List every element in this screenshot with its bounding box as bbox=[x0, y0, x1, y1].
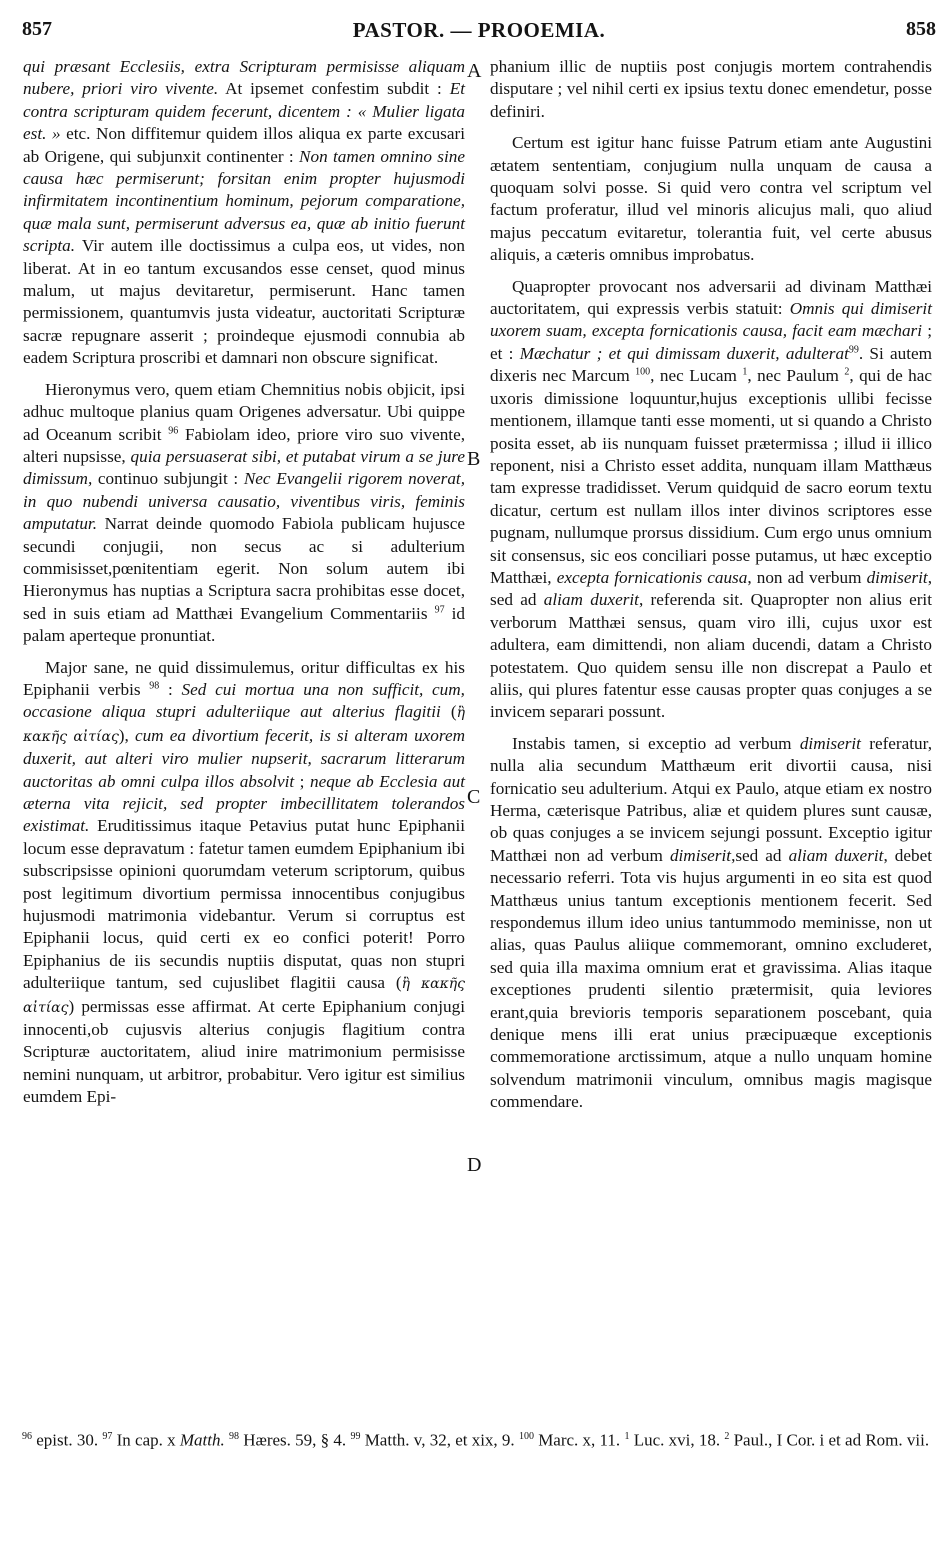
footnote-ref: 99 bbox=[848, 344, 859, 356]
greek-text: ἢ κακῆς αἰτίας bbox=[23, 705, 465, 745]
text-run: . Si autem dixeris nec Marcum bbox=[490, 343, 932, 386]
text-run: , nec Lucam bbox=[650, 366, 743, 386]
footnotes bbox=[22, 1426, 934, 1452]
footnote-ref: 1 bbox=[742, 366, 748, 378]
footnote-ref: 96 bbox=[22, 1431, 32, 1442]
text-run: Hæres. 59, § 4. bbox=[238, 1430, 351, 1450]
text-run: , referenda sit. Quapropter non alius erit verborum Matthæi sensus, quam viro illi, cujus uxor est adultera, eam dimittendi, non aliam ducendi, datam a Christo potestatem. Quo quidem sensu ille non discrepat a Paulo et aliis, qui plures fatentur esse causas propter quas conjuges a se invicem separari possunt. bbox=[490, 590, 932, 722]
italic-text: Omnis qui dimiserit uxorem suam, excepta fornicationis causa, facit eam mæchari bbox=[490, 299, 932, 341]
footnote-ref: 98 bbox=[149, 680, 160, 692]
italic-text: cum ea divortium fecerit, is si alteram uxorem duxerit, aut alteri viro mulier nupserit, sacrarum litterarum auctoritas ab omni culpa illos absolvit bbox=[23, 725, 465, 791]
text-run: ) permissas esse affirmat. At certe Epiphanium conjugi innocenti,ob cujusvis alterius conjugis flagitium contra Scripturæ auctoritatem, aliud inire matrimonium permisisse nemini nunquam, ut arbitror, probabitur. Vero igitur est similius eumdem Epi- bbox=[23, 996, 465, 1107]
right-column bbox=[490, 56, 932, 1123]
italic-text: dimiserit bbox=[866, 567, 928, 587]
text-run: continuo subjungit : bbox=[92, 469, 244, 489]
paragraph bbox=[23, 56, 465, 370]
text-run: , debet necessario referri. Tota vis hujus argumenti in eo sita est quod Matthæus unius tantum exceptionis mentionem fecerit. Sed respondemus illum ideo unius tantummodo meminisse, non ut alias, quas Paulus aliique commemorant, omnino excluderet, sed quia illa maxima omnium erat et gravissima. Alias itaque exceptiones prudenti silentio prætermisit, quia leviores erant,quia brevioris temporis separationem poscebant, quia denique mens illi erat unius præcipuæque exceptionis commemoratione arctissimum, atque a nullo unquam homine solvendum matrimonii vinculum, omnibus magis magisque commendare. bbox=[490, 845, 932, 1112]
text-run: Certum est igitur hanc fuisse Patrum etiam ante Augustini ætatem sententiam, conjugium nulla unquam de causa a quoquam solvi posse. Si quid vero contra vel scriptum vel factum proferatur, illud vel minoris alicujus mali, quo aliud majus peccatum evitaretur, tolerantia fuit, vel certe abusus aliquis, a cæteris omnibus improbatus. bbox=[490, 133, 932, 265]
paragraph bbox=[490, 733, 932, 1114]
text-run: Eruditissimus itaque Petavius putat hunc Epiphanii locum esse depravatum : fatetur tamen eumdem Epiphanium ibi subscripsisse opinioni quorumdam veterum scriptorum, quibus post legitimum divortium permissa innocentibus conjugibus hujusmodi matrimonia videbantur. Verum si corruptus est Epiphanii locus, quid certi ex eo confici poterit! Porro Epiphanius de iis secundis nuptiis disputat, quas non stupri adulteriique tantum, sed cujuslibet flagitii causa ( bbox=[23, 816, 465, 993]
text-run: , non ad verbum bbox=[747, 567, 867, 587]
text-run: Paul., I Cor. i et ad Rom. vii. bbox=[729, 1430, 930, 1450]
text-run: ), bbox=[118, 725, 135, 745]
page-header bbox=[22, 18, 936, 48]
italic-text: aliam duxerit bbox=[788, 845, 884, 865]
text-run: ; bbox=[294, 771, 310, 791]
text-run: Marc. x, 11. bbox=[533, 1430, 625, 1450]
text-run: , nec Paulum bbox=[747, 366, 845, 386]
text-run: Fabiolam ideo, priore viro suo vivente, alteri nupsisse, bbox=[23, 424, 465, 466]
text-run: In cap. x bbox=[112, 1430, 180, 1450]
paragraph bbox=[490, 132, 932, 266]
italic-text: dimiserit bbox=[799, 733, 861, 753]
left-column bbox=[23, 56, 465, 1118]
italic-text: qui præsant Ecclesiis, extra Scripturam permisisse aliquam nubere, priori viro vivente. bbox=[23, 57, 465, 99]
running-head: PASTOR. — PROOEMIA. bbox=[352, 18, 606, 42]
italic-text: neque ab Ecclesia aut æterna vita rejicit, sed propter imbecillitatem tolerandos existimat. bbox=[23, 771, 465, 836]
margin-marker-b: B bbox=[467, 448, 481, 470]
italic-text: Sed cui mortua una non sufficit, cum, occasione aliqua stupri adulteriique aut alterius flagitii bbox=[23, 679, 465, 722]
footnote-ref: 99 bbox=[350, 1431, 361, 1442]
italic-text: Non tamen omnino sine causa hæc permiserunt; forsitan enim propter hujusmodi infirmitatem incontinentium hominum, pejorum comparatione, quæ mala sunt, permiserunt adversus ea, quæ ab initio fuerunt scripta. bbox=[23, 146, 465, 256]
page-number-right: 858 bbox=[906, 18, 936, 40]
text-run: Major sane, ne quid dissimulemus, oritur difficultas ex his Epiphanii verbis bbox=[23, 657, 465, 699]
footnote-ref: 96 bbox=[168, 424, 179, 436]
margin-marker-c: C bbox=[467, 786, 481, 808]
text-run: ( bbox=[440, 702, 457, 722]
text-run: id palam aperteque pronuntiat. bbox=[23, 603, 465, 646]
text-run: , sed ad bbox=[490, 567, 932, 610]
italic-text: dimiserit bbox=[669, 845, 732, 865]
text-run: Instabis tamen, si exceptio ad verbum bbox=[512, 733, 800, 753]
footnote-ref: 98 bbox=[228, 1431, 239, 1442]
footnote-ref: 1 bbox=[624, 1431, 630, 1442]
text-run: referatur, nulla alia secundum Matthæum erit divortii causa, nisi fornicatio seu adulterium. Atqui ex Paulo, atque etiam ex nostro Herma, cæterisque Patribus, aliæ et quidem plures sunt causæ, ob quas conjuges a se invicem sejungi possunt. Exceptio igitur Matthæi non ad verbum bbox=[490, 733, 932, 865]
text-run: etc. Non diffitemur quidem illos aliqua ex parte excusari ab Origene, qui subjunxit continenter : bbox=[23, 124, 465, 166]
footnote-ref: 2 bbox=[844, 366, 850, 378]
paragraph bbox=[490, 276, 932, 724]
text-run: Hieronymus vero, quem etiam Chemnitius nobis objicit, ipsi adhuc multoque planius quam Origenes adversatur. Ubi quippe ad Oceanum scribit bbox=[23, 379, 465, 444]
footnote-ref: 97 bbox=[434, 604, 445, 616]
italic-text: Et contra scripturam quidem fecerunt, dicentem : « Mulier ligata est. » bbox=[23, 79, 465, 144]
italic-text: Nec Evangelii rigorem noverat, in quo nubendi universa causatio, viventibus viris, feminis amputatur. bbox=[23, 469, 465, 534]
italic-text: aliam duxerit bbox=[543, 590, 639, 610]
footnote-ref: 100 bbox=[518, 1431, 534, 1442]
greek-text: ἢ κακῆς αἰτίας bbox=[23, 976, 465, 1016]
italic-text: quia persuaserat sibi, et putabat virum a se jure dimissum, bbox=[23, 446, 465, 489]
paragraph bbox=[490, 56, 932, 123]
text-run: ; et : bbox=[490, 321, 932, 363]
text-run: phanium illic de nuptiis post conjugis mortem contrahendis disputare ; vel nihil certi ex ipsius textu donec emendetur, posse definiri. bbox=[490, 57, 932, 121]
paragraph bbox=[23, 379, 465, 648]
text-run: Luc. xvi, 18. bbox=[629, 1430, 725, 1450]
italic-text: Matth. bbox=[179, 1430, 225, 1450]
page-number-left: 857 bbox=[22, 18, 52, 40]
margin-marker-a: A bbox=[467, 60, 482, 82]
text-run: Narrat deinde quomodo Fabiola publicam hujusce secundi conjugii, non secus ac si adulterium commisisset,pœnitentiam egerit. Non solum autem ibi Hieronymus has nuptias a Scriptura sacra prohibitas esse docet, sed in suis etiam ad Matthæi Evangelium Commentariis bbox=[23, 514, 465, 623]
footnote-ref: 100 bbox=[635, 366, 651, 378]
text-run: : bbox=[159, 679, 182, 699]
margin-marker-d: D bbox=[467, 1154, 482, 1176]
footnote-ref: 97 bbox=[102, 1431, 113, 1442]
text-run: , qui de hac uxoris dimissione loquuntur,hujus exceptionis ullibi fecisse mentionem, illamque tanti esse momenti, ut si quando a Christo posita esset, ab iis nunquam fuisset prætermissa ; illud ii illico reponent, nisi a Christo esset addita, nunquam illam Matthæus tam expresse tradidisset. Verum quidquid de sacro eorum textu dicatur, certum est nullam illos inter divinos scriptores esse pugnam, nullumque prorsus dissidium. Cum ergo unus omnium sit consensus, sic eos conciliari posse putamus, ut hæc exceptio Matthæi, bbox=[490, 366, 932, 587]
italic-text: excepta fornicationis causa bbox=[556, 567, 748, 587]
footnote-ref: 2 bbox=[724, 1431, 730, 1442]
text-run: ,sed ad bbox=[731, 845, 789, 865]
text-run: Vir autem ille doctissimus a culpa eos, ut vides, non liberat. At in eo tantum excusandos esse censet, quod minus malum, ut majus devitaretur, permiserunt. Hanc tamen permissionem, quantumvis justa videatur, auctoritati Scripturæ sacræ repugnare asserit ; proindeque ejusmodi connubia ab eadem Scriptura proscribi et damnari non obscure significat. bbox=[23, 236, 465, 368]
paragraph bbox=[23, 657, 465, 1109]
text-run: At ipsemet confestim subdit : bbox=[218, 79, 450, 99]
text-run: epist. 30. bbox=[32, 1430, 103, 1450]
italic-text: Mæchatur ; et qui dimissam duxerit, adulterat bbox=[519, 343, 849, 363]
text-run: Quapropter provocant nos adversarii ad divinam Matthæi auctoritatem, qui expressis verbis statuit: bbox=[490, 276, 932, 319]
text-run: Matth. v, 32, et xix, 9. bbox=[360, 1430, 519, 1450]
